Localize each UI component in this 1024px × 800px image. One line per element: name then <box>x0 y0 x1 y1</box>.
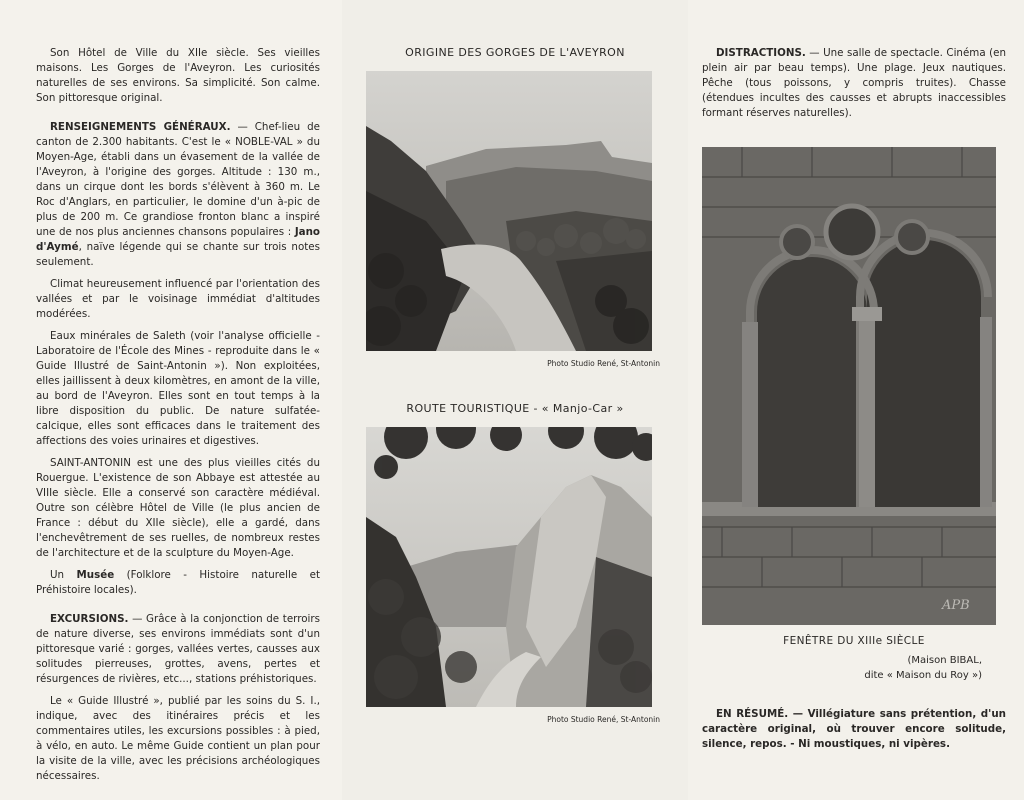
window-photo <box>702 147 996 625</box>
route-photo <box>366 427 652 707</box>
renseignements-heading: RENSEIGNEMENTS GÉNÉRAUX. <box>50 121 231 133</box>
distractions-text: — Une salle de spectacle. Cinéma (en plein air par beau temps). Une plage. Jeux nautiques. Pêche (tous poissons, y compris truites). Chasse (étendues incultes des causses et abrupts inaccessibles formant réserves naturelles). <box>702 47 1006 119</box>
resume-paragraph <box>702 707 1006 752</box>
intro-paragraph: Son Hôtel de Ville du XIIe siècle. Ses vieilles maisons. Les Gorges de l'Aveyron. Les curiosités naturelles de ses environs. Sa simplicité. Son calme. Son pittoresque original. <box>36 47 320 104</box>
climat-paragraph: Climat heureusement influencé par l'orientation des vallées et par le voisinage immédiat d'altitudes modérées. <box>36 278 320 320</box>
middle-panel <box>342 0 688 800</box>
musee-paragraph <box>36 568 320 598</box>
guide-paragraph: Le « Guide Illustré », publié par les soins du S. I., indique, avec des itinéraires précis et les commentaires utiles, les excursions possibles : à pied, à vélo, en auto. Le même Guide contient un plan pour la visite de la ville, avec les précisions archéologiques nécessaires. <box>36 695 320 782</box>
photo-1-credit: Photo Studio René, St-Antonin <box>547 359 660 368</box>
window-subcaption-1: (Maison BIBAL, <box>907 655 982 666</box>
distractions-heading: DISTRACTIONS. <box>716 47 806 59</box>
window-subcaption-2: dite « Maison du Roy ») <box>864 670 982 681</box>
renseignements-end: , naïve légende qui se chante sur trois notes seulement. <box>36 241 320 268</box>
gorges-photo <box>366 71 652 351</box>
resume-heading: EN RÉSUMÉ. <box>716 708 789 720</box>
histoire-paragraph: SAINT-ANTONIN est une des plus vieilles cités du Rouergue. L'existence de son Abbaye est attestée au VIIIe siècle. Elle a conservé son caractère médiéval. Outre son célèbre Hôtel de Ville (le plus ancien de France : début du XIIe siècle), elle a gardé, dans l'enchevêtrement de ses ruelles, de nombreux restes de l'architecture et de la sculpture du Moyen-Age. <box>36 457 320 559</box>
window-caption: FENÊTRE DU XIIIe SIÈCLE <box>783 635 925 647</box>
photo-signature: APB <box>942 598 970 613</box>
distractions-paragraph <box>702 46 1006 121</box>
resume-text: — Villégiature sans prétention, d'un caractère original, où trouver encore solitude, silence, repos. - Ni moustiques, ni vipères. <box>702 708 1006 750</box>
excursions-paragraph <box>36 612 320 687</box>
eaux-paragraph: Eaux minérales de Saleth (voir l'analyse officielle - Laboratoire de l'École des Mines - reproduite dans le « Guide Illustré de Saint-Antonin »). Non exploitées, elles jaillissent à deux kilomètres, en amont de la ville, au bord de l'Aveyron. Elles sont en tout temps à la libre disposition du public. De nature sulfatée-calcique, elles sont efficaces dans le traitement des affections des voies urinaires et digestives. <box>36 330 320 447</box>
musee-pre: Un <box>50 569 77 581</box>
photo-2-credit: Photo Studio René, St-Antonin <box>547 715 660 724</box>
photo-1-title: ORIGINE DES GORGES DE L'AVEYRON <box>405 46 625 59</box>
excursions-text: — Grâce à la conjonction de terroirs de nature diverse, ses environs immédiats sont d'un pittoresque varié : gorges, vallées vertes, causses aux solitudes pierreuses, grottes, avens, pertes et résurgences de rivières, etc..., stations préhistoriques. <box>36 613 320 685</box>
photo-2-title: ROUTE TOURISTIQUE - « Manjo-Car » <box>406 402 624 415</box>
musee-bold: Musée <box>76 569 115 581</box>
song-title: Jano d'Aymé <box>36 226 320 253</box>
renseignements-paragraph <box>36 120 320 270</box>
musee-post: (Folklore - Histoire naturelle et Préhistoire locales). <box>36 569 320 596</box>
excursions-heading: EXCURSIONS. <box>50 613 129 625</box>
renseignements-text: — Chef-lieu de canton de 2.300 habitants. C'est le « NOBLE-VAL » du Moyen-Age, établi dans un évasement de la vallée de l'Aveyron, à l'origine des gorges. Altitude : 130 m., dans un cirque dont les bords s'élèvent à 360 m. Le Roc d'Anglars, en particulier, le domine d'un à-pic de plus de 200 m. Ce grandiose fronton blanc a inspiré une de nos plus anciennes chansons populaires : <box>36 121 320 238</box>
right-panel <box>688 0 1024 800</box>
left-panel <box>0 0 342 800</box>
